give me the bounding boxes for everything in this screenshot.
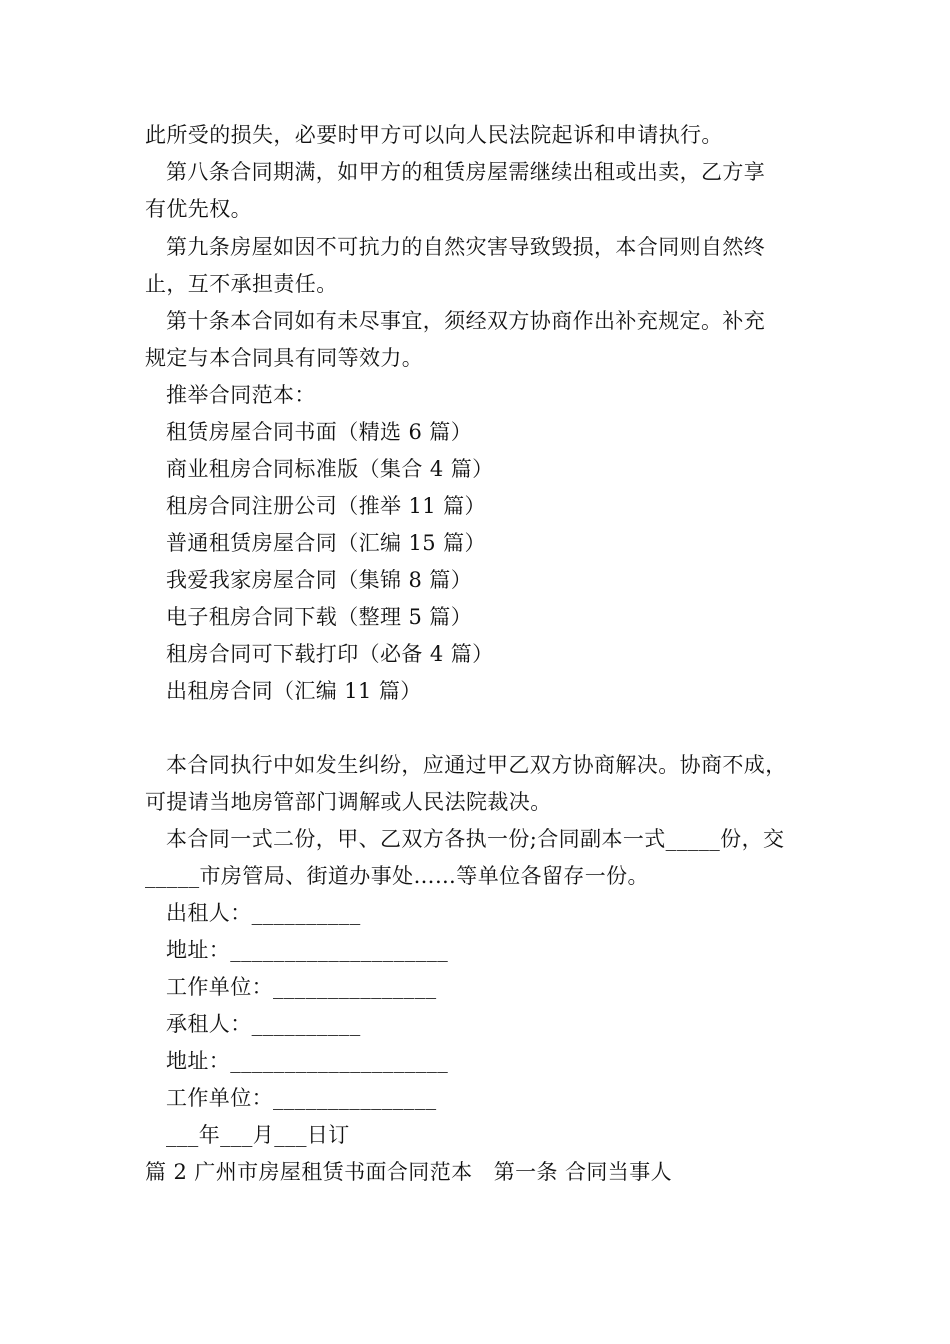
section-2-heading: 篇 2 广州市房屋租赁书面合同范本 第一条 合同当事人 <box>145 1160 673 1184</box>
text-line: 有优先权。 <box>145 197 252 221</box>
text-line: 此所受的损失，必要时甲方可以向人民法院起诉和申请执行。 <box>145 123 723 147</box>
dispute-clause-line: 本合同执行中如发生纠纷，应通过甲乙双方协商解决。协商不成， <box>166 753 787 777</box>
signing-date-field: ___年___月___日订 <box>166 1123 350 1147</box>
recommended-link[interactable]: 普通租赁房屋合同（汇编 15 篇） <box>166 531 486 555</box>
lessee-workplace-field: 工作单位：_______________ <box>166 1086 437 1110</box>
text-line: 止，互不承担责任。 <box>145 272 338 296</box>
article-10-line: 第十条本合同如有未尽事宜，须经双方协商作出补充规定。补充 <box>166 309 766 333</box>
copies-clause-line: 本合同一式二份，甲、乙双方各执一份;合同副本一式_____份，交 <box>166 827 785 851</box>
lessor-field: 出租人：__________ <box>166 901 361 925</box>
lessor-workplace-field: 工作单位：_______________ <box>166 975 437 999</box>
lessor-address-field: 地址：____________________ <box>166 938 449 962</box>
recommended-link[interactable]: 出租房合同（汇编 11 篇） <box>166 679 422 703</box>
text-line: _____市房管局、街道办事处……等单位各留存一份。 <box>145 864 649 888</box>
recommended-link[interactable]: 电子租房合同下载（整理 5 篇） <box>166 605 473 629</box>
text-line: 可提请当地房管部门调解或人民法院裁决。 <box>145 790 552 814</box>
text-line: 规定与本合同具有同等效力。 <box>145 346 424 370</box>
recommended-link[interactable]: 租房合同注册公司（推举 11 篇） <box>166 494 486 518</box>
recommended-heading: 推举合同范本： <box>166 383 316 407</box>
recommended-link[interactable]: 我爱我家房屋合同（集锦 8 篇） <box>166 568 473 592</box>
recommended-link[interactable]: 租房合同可下载打印（必备 4 篇） <box>166 642 494 666</box>
recommended-link[interactable]: 租赁房屋合同书面（精选 6 篇） <box>166 420 473 444</box>
lessee-address-field: 地址：____________________ <box>166 1049 449 1073</box>
lessee-field: 承租人：__________ <box>166 1012 361 1036</box>
article-9-line: 第九条房屋如因不可抗力的自然灾害导致毁损，本合同则自然终 <box>166 235 766 259</box>
recommended-link[interactable]: 商业租房合同标准版（集合 4 篇） <box>166 457 494 481</box>
article-8-line: 第八条合同期满，如甲方的租赁房屋需继续出租或出卖，乙方享 <box>166 160 766 184</box>
